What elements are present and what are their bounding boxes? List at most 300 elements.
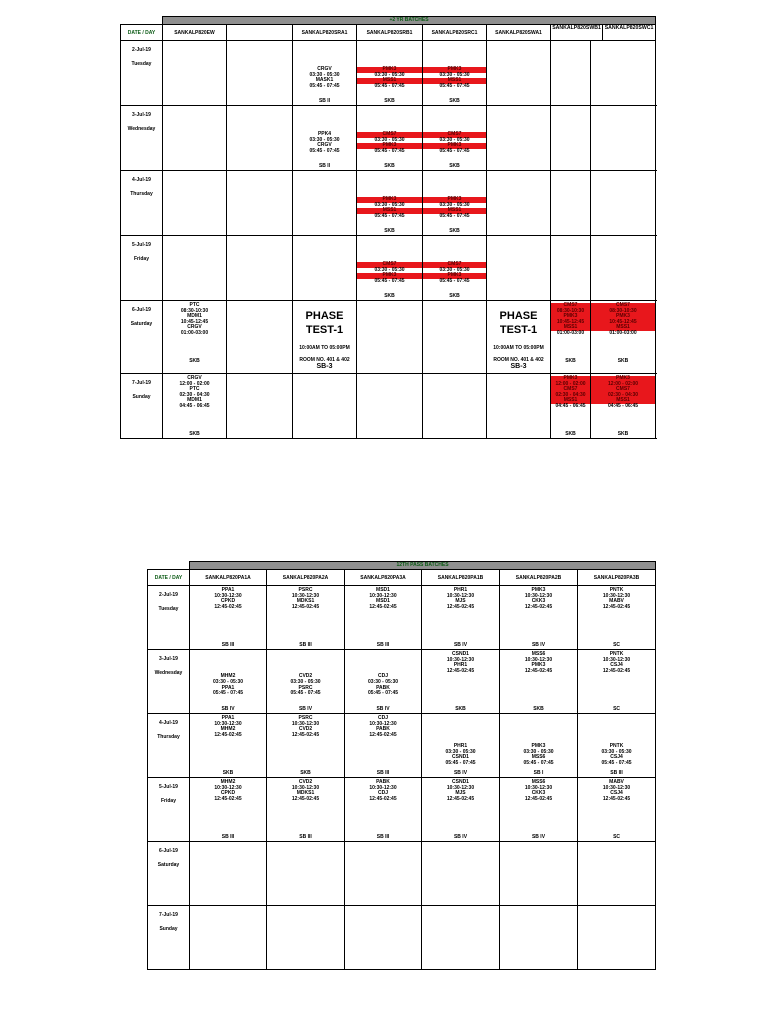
room-label: SKB: [455, 706, 466, 712]
date-label: 4-Jul-19: [132, 177, 151, 183]
class-slot: 12:45-02:45: [446, 795, 475, 802]
class-slot: PMK3: [551, 376, 590, 382]
room-label: SB III: [376, 642, 390, 648]
schedule-cell: [422, 778, 500, 842]
schedule-cell: [190, 650, 267, 714]
class-slot: MASK1: [315, 77, 334, 84]
class-slot: 05:45 - 07:45: [601, 759, 632, 766]
schedule-cell: [578, 906, 656, 970]
schedule-cell: [500, 714, 578, 778]
class-slot: 03:30 - 05:30: [439, 136, 470, 143]
class-slot: MDM1: [187, 313, 202, 320]
class-slot: 12:45-02:45: [214, 603, 242, 610]
date-day-cell: [121, 236, 163, 301]
class-slot: 03:30 - 05:30: [309, 71, 340, 78]
date-label: 6-Jul-19: [159, 848, 178, 854]
schedule-cell: [591, 236, 656, 301]
class-slot: 10:30-12:30: [524, 784, 553, 791]
class-slot: PABK: [376, 684, 390, 691]
room-label: SB II: [318, 98, 331, 104]
date-day-cell: [148, 842, 190, 906]
room-label: SB IV: [453, 642, 468, 648]
room-label: SB I: [533, 770, 544, 776]
class-slot: 03:30 - 05:30: [523, 748, 554, 755]
schedule-cell: [591, 171, 656, 236]
room-label: SB III: [221, 834, 235, 840]
class-slot: CSJ4: [610, 754, 623, 761]
room-label: SB IV: [298, 706, 313, 712]
schedule-cell: [423, 171, 487, 236]
schedule-cell: [345, 714, 422, 778]
class-slot: PMK3: [423, 67, 486, 73]
class-slot: 05:45 - 07:45: [445, 759, 476, 766]
class-slot: MSS6: [531, 651, 546, 657]
class-slot: CRGV: [317, 142, 332, 149]
date-label: 3-Jul-19: [159, 656, 178, 662]
class-slot: MHM2: [220, 779, 236, 785]
class-slot: PMK3: [531, 742, 546, 749]
class-slot: PTC: [189, 302, 200, 308]
class-slot: 03:30 - 05:30: [290, 678, 321, 685]
schedule-cell: [423, 106, 487, 171]
schedule-cell: [227, 171, 293, 236]
class-slot: MSS1: [551, 398, 590, 404]
day-label: Thursday: [130, 191, 153, 197]
room-label: SB IV: [453, 834, 468, 840]
date-label: 5-Jul-19: [132, 242, 151, 248]
room-label: SB III: [610, 770, 623, 776]
class-slot: CSND1: [452, 651, 469, 657]
class-slot: 12:45-02:45: [291, 603, 320, 610]
room-label: SKB: [449, 163, 460, 169]
batch-header: SANKALP820SWC1: [604, 25, 654, 31]
class-slot: 12:45-02:45: [446, 667, 475, 674]
class-slot: PSRC: [298, 684, 313, 691]
class-slot: CRGV: [187, 375, 202, 381]
class-slot: 12:45-02:45: [369, 795, 397, 802]
schedule-cell: [423, 236, 487, 301]
schedule-cell: [551, 41, 591, 106]
class-slot: 10:30-12:30: [446, 656, 475, 663]
class-slot: 10:30-12:30: [291, 720, 320, 727]
class-slot: MDKS1: [296, 598, 315, 605]
class-slot: 12:45-02:45: [524, 795, 553, 802]
class-slot: 03:30 - 05:30: [439, 201, 470, 208]
batch-header: SANKALP820PA3B: [578, 570, 656, 586]
schedule-cell: [163, 171, 227, 236]
schedule-cell: [293, 236, 357, 301]
date-label: 7-Jul-19: [159, 912, 178, 918]
day-label: Saturday: [157, 862, 180, 868]
class-slot: CRGV: [187, 324, 202, 331]
class-slot: 03:30 - 05:30: [374, 266, 405, 273]
class-slot: 10:30-12:30: [602, 592, 631, 599]
class-slot: MJS: [455, 790, 466, 797]
class-slot: PMK3: [357, 67, 422, 73]
room-label: SKB: [189, 358, 200, 364]
phase-test-cell: [487, 301, 551, 374]
class-slot: CSND1: [452, 754, 469, 761]
class-slot: 12:00 - 02:00: [551, 382, 590, 388]
class-slot: 12:00 - 02:00: [591, 382, 655, 388]
day-label: Sunday: [132, 394, 151, 400]
schedule-cell: [487, 41, 551, 106]
class-slot: 10:30-12:30: [524, 592, 553, 599]
class-slot: MDKS1: [296, 790, 315, 797]
class-slot: PSRC: [298, 587, 313, 593]
schedule-cell: [423, 374, 487, 439]
phase-sb: SB-3: [510, 363, 527, 370]
class-slot: PMK3: [591, 376, 655, 382]
class-slot: CMS7: [551, 303, 590, 309]
day-label: Friday: [160, 798, 176, 804]
room-label: SKB: [565, 431, 576, 437]
class-slot: CMS7: [423, 262, 486, 268]
schedule-cell: [357, 301, 423, 374]
class-slot: 10:30-12:30: [446, 592, 475, 599]
schedule-cell: [267, 586, 345, 650]
batch-header: SANKALP820SRB1: [357, 25, 423, 41]
room-label: SKB: [384, 163, 395, 169]
class-slot: MSS6: [531, 779, 546, 785]
room-label: SB IV: [221, 706, 235, 712]
room-label: SKB: [617, 358, 629, 364]
schedule-cell: [578, 714, 656, 778]
class-slot: 04:45 - 06:45: [607, 402, 639, 409]
room-label: SB IV: [531, 642, 546, 648]
schedule-cell: [551, 171, 591, 236]
class-slot: 08:30-10:30: [180, 307, 209, 314]
class-slot: 12:45-02:45: [524, 667, 553, 674]
class-slot: 01:00-03:00: [609, 329, 637, 336]
class-slot: PMK3: [423, 197, 486, 203]
class-slot: 12:45-02:45: [369, 731, 397, 738]
schedule-row: [148, 778, 656, 842]
day-label: Thursday: [157, 734, 180, 740]
class-slot: 05:45 - 07:45: [309, 147, 340, 154]
class-slot: MJS: [455, 598, 466, 605]
schedule-cell: [422, 906, 500, 970]
schedule-cell: [190, 906, 267, 970]
class-slot: 03:30 - 05:30: [212, 678, 244, 685]
group-header: +2 YR BATCHES: [163, 17, 656, 25]
schedule-cell: [591, 374, 656, 439]
date-label: 2-Jul-19: [159, 592, 178, 598]
room-label: SKB: [384, 228, 395, 234]
class-slot: MSS1: [357, 208, 422, 214]
class-slot: PMK3: [591, 314, 655, 320]
room-label: SB III: [376, 834, 390, 840]
class-slot: 05:45 - 07:45: [374, 277, 405, 284]
room-label: SB II: [318, 163, 331, 169]
class-slot: 02:30 - 04:30: [551, 393, 590, 399]
date-day-cell: [148, 586, 190, 650]
class-slot: PMK3: [423, 143, 486, 149]
schedule-row: [148, 714, 656, 778]
class-slot: 12:45-02:45: [291, 731, 320, 738]
schedule-cell: [190, 586, 267, 650]
class-slot: 05:45 - 07:45: [367, 690, 399, 697]
schedule-row: [148, 650, 656, 714]
class-slot: CMS7: [591, 387, 655, 393]
class-slot: 05:45 - 07:45: [523, 759, 554, 766]
class-slot: 10:30-12:30: [369, 592, 397, 599]
class-slot: MSS1: [551, 325, 590, 331]
class-slot: CMS7: [591, 303, 655, 309]
class-slot: 10:30-12:30: [369, 720, 397, 727]
class-slot: CVD2: [298, 779, 313, 785]
schedule-cell: [227, 106, 293, 171]
room-label: SKB: [449, 228, 460, 234]
day-label: Wednesday: [127, 126, 156, 132]
class-slot: 10:30-12:30: [291, 784, 320, 791]
class-slot: 05:45 - 07:45: [374, 212, 405, 219]
date-day-cell: [148, 650, 190, 714]
schedule-cell: [357, 106, 423, 171]
class-slot: 02:30 - 04:30: [591, 393, 655, 399]
phase-time: 10:00AM TO 05:00PM: [299, 345, 350, 351]
schedule-cell: [500, 586, 578, 650]
schedule-row: [121, 171, 656, 236]
phase-title: PHASE: [499, 310, 538, 322]
schedule-cell: [163, 106, 227, 171]
schedule-cell: [422, 842, 500, 906]
class-slot: 04:45 - 06:45: [555, 402, 586, 409]
class-slot: PTC: [189, 386, 200, 393]
schedule-cell: [551, 106, 591, 171]
room-label: SKB: [449, 98, 460, 104]
class-slot: PMK3: [357, 273, 422, 279]
class-slot: 12:45-02:45: [446, 603, 475, 610]
class-slot: CKK3: [531, 790, 546, 797]
class-slot: PABK: [376, 779, 390, 785]
class-slot: 01:00-03:00: [180, 329, 209, 336]
class-slot: 12:45-02:45: [602, 603, 631, 610]
date-day-cell: [148, 906, 190, 970]
phase-sb: SB-3: [316, 363, 333, 370]
date-day-cell: [121, 41, 163, 106]
schedule-cell: [422, 586, 500, 650]
class-slot: 05:45 - 07:45: [439, 277, 470, 284]
class-slot: PMK3: [357, 197, 422, 203]
schedule-cell: [551, 301, 591, 374]
class-slot: 10:30-12:30: [369, 784, 397, 791]
schedule-cell: [578, 650, 656, 714]
class-slot: 12:45-02:45: [524, 603, 553, 610]
class-slot: 12:45-02:45: [214, 731, 242, 738]
class-slot: 12:45-02:45: [369, 603, 397, 610]
class-slot: 05:45 - 07:45: [374, 82, 405, 89]
schedule-cell: [190, 714, 267, 778]
class-slot: CRGV: [317, 66, 332, 72]
batch-header: [227, 25, 293, 41]
batch-header: SANKALP820SWA1: [487, 25, 551, 41]
class-slot: CMS7: [357, 132, 422, 138]
schedule-cell: [357, 374, 423, 439]
schedule-row: [121, 106, 656, 171]
class-slot: 10:30-12:30: [524, 656, 553, 663]
class-slot: MHM2: [220, 673, 236, 680]
schedule-cell: [293, 41, 357, 106]
schedule-cell: [578, 778, 656, 842]
room-label: SKB: [384, 293, 395, 299]
class-slot: PMK3: [357, 143, 422, 149]
batch-header: SANKALP820SWB1: [551, 25, 603, 40]
class-slot: CKK3: [531, 598, 546, 605]
room-label: SKB: [449, 293, 460, 299]
schedule-cell: [591, 301, 656, 374]
batch-header: SANKALP820PA1B: [422, 570, 500, 586]
phase-time: 10:00AM TO 05:00PM: [493, 345, 544, 351]
schedule-cell: [190, 778, 267, 842]
phase-room: ROOM NO. 401 & 402: [493, 357, 544, 363]
phase-subtitle: TEST-1: [305, 324, 344, 336]
schedule-cell: [357, 41, 423, 106]
class-slot: MSS1: [591, 398, 655, 404]
class-slot: 04:45 - 06:45: [179, 402, 210, 409]
class-slot: 12:45-02:45: [602, 667, 631, 674]
class-slot: PMK3: [551, 314, 590, 320]
batch-header: SANKALP820SRA1: [293, 25, 357, 41]
class-slot: 10:45-12:45: [551, 320, 590, 326]
date-day-cell: [121, 171, 163, 236]
day-label: Friday: [133, 256, 149, 262]
class-slot: CDJ: [377, 715, 388, 721]
schedule-cell: [487, 374, 551, 439]
schedule-cell: [423, 41, 487, 106]
schedule-cell: [227, 301, 293, 374]
class-slot: CMS7: [423, 132, 486, 138]
room-label: SC: [613, 642, 621, 648]
schedule-row: [148, 906, 656, 970]
schedule-cell: [345, 586, 422, 650]
class-slot: 03:30 - 05:30: [445, 748, 476, 755]
schedule-row: [148, 586, 656, 650]
class-slot: PMK3: [423, 273, 486, 279]
class-slot: MSD1: [376, 587, 390, 593]
class-slot: 05:45 - 07:45: [290, 690, 321, 697]
day-label: Saturday: [130, 321, 153, 327]
batch-header: SANKALP820PA3A: [345, 570, 422, 586]
schedule-cell: [500, 842, 578, 906]
class-slot: 10:45-12:45: [591, 320, 655, 326]
schedule-cell: [267, 714, 345, 778]
class-slot: CMS7: [551, 387, 590, 393]
batch-header: SANKALP820PA2B: [500, 570, 578, 586]
schedule-cell: [190, 842, 267, 906]
day-label: Sunday: [159, 926, 178, 932]
room-label: SB IV: [531, 834, 546, 840]
schedule-cell: [345, 906, 422, 970]
schedule-cell: [163, 41, 227, 106]
class-slot: 03:30 - 05:30: [601, 748, 632, 755]
date-day-header: DATE / DAY: [121, 25, 163, 41]
class-slot: CSJ4: [610, 790, 623, 797]
batch-header: SANKALP820SRC1: [423, 25, 487, 41]
class-slot: MSS1: [357, 78, 422, 84]
date-label: 6-Jul-19: [132, 307, 151, 313]
date-day-cell: [121, 301, 163, 374]
batch-header: SANKALP820EW: [163, 25, 227, 41]
room-label: SKB: [300, 770, 311, 776]
class-slot: MSS1: [423, 78, 486, 84]
schedule-table-12th-pass: [147, 561, 656, 970]
schedule-row: [121, 301, 656, 374]
class-slot: PMK3: [531, 662, 546, 669]
class-slot: 05:45 - 07:45: [212, 690, 244, 697]
class-slot: MSS6: [531, 754, 546, 761]
class-slot: CMS7: [357, 262, 422, 268]
date-day-cell: [148, 778, 190, 842]
schedule-cell: [551, 374, 591, 439]
schedule-cell: [267, 906, 345, 970]
class-slot: 05:45 - 07:45: [309, 82, 340, 89]
class-slot: MSS1: [591, 325, 655, 331]
schedule-cell: [163, 374, 227, 439]
schedule-cell: [345, 842, 422, 906]
class-slot: 10:30-12:30: [602, 656, 631, 663]
schedule-cell: [487, 171, 551, 236]
schedule-cell: [345, 778, 422, 842]
class-slot: 08:30-10:30: [551, 309, 590, 315]
class-slot: 10:45-12:45: [180, 318, 209, 325]
class-slot: MABV: [609, 779, 624, 785]
day-label: Tuesday: [158, 606, 179, 612]
schedule-cell: [227, 236, 293, 301]
class-slot: 01:00-03:00: [556, 329, 585, 336]
schedule-row: [121, 374, 656, 439]
date-label: 4-Jul-19: [159, 720, 178, 726]
room-label: SB IV: [453, 770, 468, 776]
room-label: SB III: [299, 642, 312, 648]
phase-test-cell: [293, 301, 357, 374]
schedule-cell: [551, 236, 591, 301]
class-slot: 03:30 - 05:30: [374, 201, 405, 208]
class-slot: 03:30 - 05:30: [439, 266, 470, 273]
class-slot: 05:45 - 07:45: [439, 82, 470, 89]
schedule-cell: [500, 650, 578, 714]
room-label: SKB: [617, 431, 629, 437]
schedule-cell: [267, 650, 345, 714]
class-slot: PABK: [376, 726, 390, 733]
schedule-row: [121, 41, 656, 106]
class-slot: 10:30-12:30: [291, 592, 320, 599]
day-label: Tuesday: [131, 61, 152, 67]
class-slot: MABV: [609, 598, 624, 605]
date-label: 2-Jul-19: [132, 47, 151, 53]
class-slot: 03:30 - 05:30: [374, 71, 405, 78]
class-slot: 02:30 - 04:30: [179, 391, 210, 398]
date-label: 7-Jul-19: [132, 380, 151, 386]
schedule-cell: [487, 236, 551, 301]
class-slot: CPKD: [220, 790, 236, 797]
class-slot: PHR1: [453, 587, 468, 593]
class-slot: CVD2: [298, 673, 313, 680]
class-slot: 03:30 - 05:30: [309, 136, 340, 143]
class-slot: MSD1: [376, 598, 390, 605]
class-slot: 03:30 - 05:30: [374, 136, 405, 143]
date-day-cell: [148, 714, 190, 778]
phase-room: ROOM NO. 401 & 402: [299, 357, 350, 363]
date-day-cell: [121, 106, 163, 171]
schedule-cell: [267, 778, 345, 842]
class-slot: 10:30-12:30: [214, 720, 242, 727]
class-slot: 10:30-12:30: [446, 784, 475, 791]
class-slot: PPA1: [221, 587, 235, 593]
room-label: SKB: [189, 431, 200, 437]
schedule-row: [148, 842, 656, 906]
date-day-header: DATE / DAY: [148, 570, 190, 586]
